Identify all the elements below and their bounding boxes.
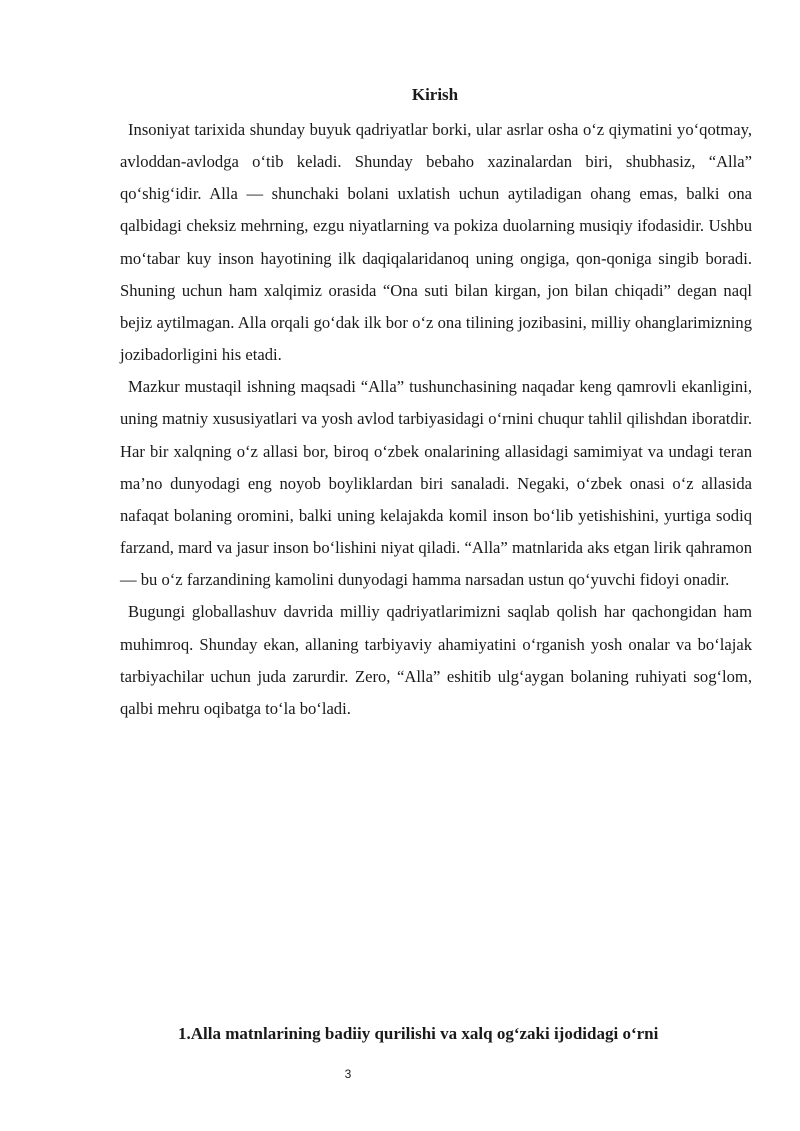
- section-heading: 1.Alla matnlarining badiiy qurilishi va xalq og‘zaki ijodidagi o‘rni: [178, 1024, 659, 1043]
- paragraph-purpose: Mazkur mustaqil ishning maqsadi “Alla” tushunchasining naqadar keng qamrovli ekanligini, uning matniy xususiyatlari va yosh avlod tarbiyasidagi o‘rnini chuqur tahlil qilishdan iboratdir. Har bir xalqning o‘z allasi bor, biroq o‘zbek onalarining allasidagi samimiyat va undagi teran ma’no dunyodagi eng noyob boyliklardan biri sanaladi. Negaki, o‘zbek onasi o‘z allasida nafaqat bolaning oromini, balki uning kelajakda komil inson bo‘lib yetishishini, yurtiga sodiq farzand, mard va jasur inson bo‘lishini niyat qiladi. “Alla” matnlarida aks etgan lirik qahramon — bu o‘z farzandining kamolini dunyodagi hamma narsadan ustun qo‘yuvchi fidoyi onadir.: [120, 377, 752, 590]
- paragraph-conclusion: Bugungi globallashuv davrida milliy qadriyatlarimizni saqlab qolish har qachongidan ham muhimroq. Shunday ekan, allaning tarbiyaviy ahamiyatini o‘rganish yosh onalar va bo‘lajak tarbiyachilar uchun juda zarurdir. Zero, “Alla” eshitib ulg‘aygan bolaning ruhiyati sog‘lom, qalbi mehru oqibatga to‘la bo‘ladi.: [120, 602, 752, 718]
- page-number: 3: [344, 1067, 352, 1081]
- page-title: Kirish: [411, 85, 459, 104]
- body-text: [120, 114, 752, 725]
- paragraph-intro: Insoniyat tarixida shunday buyuk qadriyatlar borki, ular asrlar osha o‘z qiymatini yo‘qotmay, avloddan-avlodga o‘tib keladi. Shunday bebaho xazinalardan biri, shubhasiz, “Alla” qo‘shig‘idir. Alla — shunchaki bolani uxlatish uchun aytiladigan ohang emas, balki ona qalbidagi cheksiz mehrning, ezgu niyatlarning va pokiza duolarning musiqiy ifodasidir. Ushbu mo‘tabar kuy inson hayotining ilk daqiqalaridanoq uning ongiga, qon-qoniga singib boradi. Shuning uchun ham xalqimiz orasida “Ona suti bilan kirgan, jon bilan chiqadi” degan naql bejiz aytilmagan. Alla orqali go‘dak ilk bor o‘z ona tilining jozibasini, milliy ohanglarimizning jozibadorligini his etadi.: [120, 120, 752, 365]
